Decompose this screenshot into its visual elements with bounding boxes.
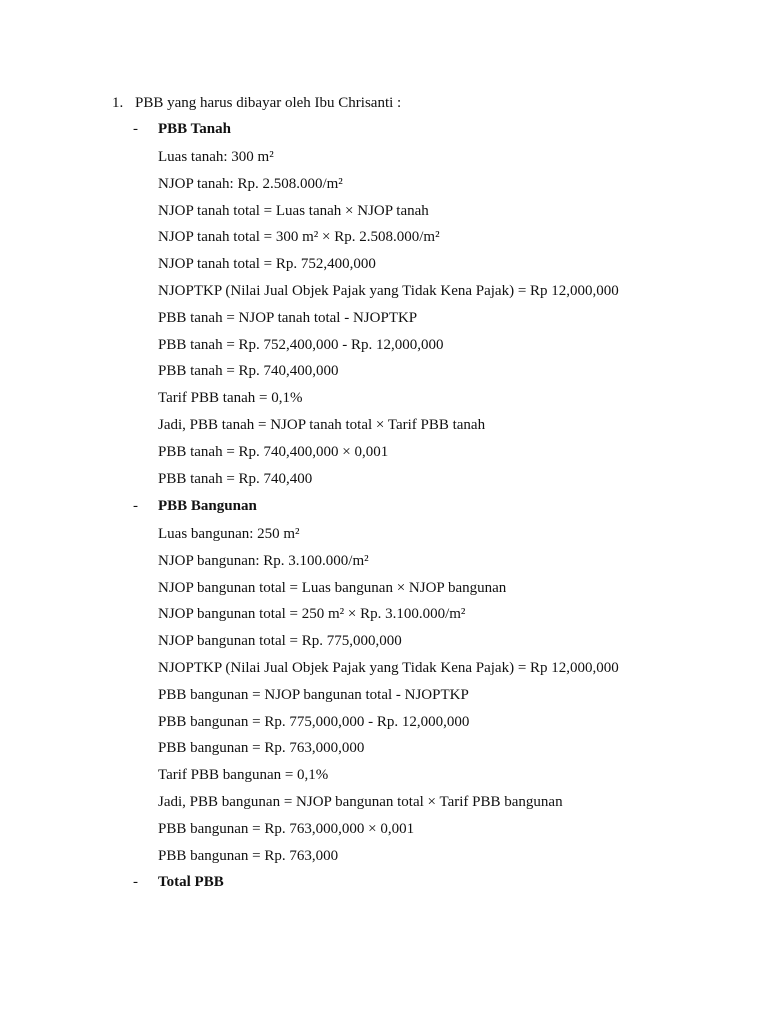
text-line: PBB bangunan = NJOP bangunan total - NJOPTKP xyxy=(158,686,469,703)
section-heading xyxy=(133,872,224,892)
text-line: PBB tanah = Rp. 740,400,000 × 0,001 xyxy=(158,443,389,460)
text-line: NJOP tanah total = 300 m² × Rp. 2.508.000/m² xyxy=(158,229,440,246)
text-line: PBB tanah = NJOP tanah total - NJOPTKP xyxy=(158,309,418,326)
text-line: Tarif PBB tanah = 0,1% xyxy=(158,390,303,407)
text-line: Jadi, PBB bangunan = NJOP bangunan total × Tarif PBB bangunan xyxy=(158,793,563,810)
section-title: PBB Tanah xyxy=(158,121,231,137)
text-line: PBB bangunan = Rp. 763,000 xyxy=(158,847,339,864)
text-line: NJOP tanah: Rp. 2.508.000/m² xyxy=(158,175,343,192)
bullet-dash: - xyxy=(133,121,138,137)
text-line: PBB tanah = Rp. 740,400,000 xyxy=(158,363,339,380)
text-line: NJOP tanah total = Luas tanah × NJOP tanah xyxy=(158,202,429,219)
section-pbb-tanah xyxy=(133,119,619,489)
text-line: NJOP bangunan total = 250 m² × Rp. 3.100.000/m² xyxy=(158,606,466,623)
section-title: PBB Bangunan xyxy=(158,498,257,514)
text-line: NJOP tanah total = Rp. 752,400,000 xyxy=(158,256,376,273)
text-line: Luas tanah: 300 m² xyxy=(158,149,274,165)
list-number: 1. xyxy=(112,95,124,111)
section-heading xyxy=(133,119,619,139)
section-lines xyxy=(158,524,619,866)
section-total-pbb xyxy=(133,872,224,892)
text-line: PBB bangunan = Rp. 775,000,000 - Rp. 12,000,000 xyxy=(158,713,470,730)
text-line: NJOP bangunan: Rp. 3.100.000/m² xyxy=(158,552,369,569)
bullet-dash: - xyxy=(133,498,138,514)
text-line: Tarif PBB bangunan = 0,1% xyxy=(158,767,329,784)
text-line: NJOP bangunan total = Rp. 775,000,000 xyxy=(158,633,402,650)
text-line: PBB tanah = Rp. 752,400,000 - Rp. 12,000,000 xyxy=(158,336,444,353)
text-line: PBB bangunan = Rp. 763,000,000 xyxy=(158,740,365,757)
section-lines xyxy=(158,147,619,489)
text-line: NJOPTKP (Nilai Jual Objek Pajak yang Tidak Kena Pajak) = Rp 12,000,000 xyxy=(158,282,619,299)
bullet-dash: - xyxy=(133,874,138,890)
text-line: PBB bangunan = Rp. 763,000,000 × 0,001 xyxy=(158,820,415,837)
text-line: PBB tanah = Rp. 740,400 xyxy=(158,470,313,487)
section-pbb-bangunan xyxy=(133,496,619,866)
section-heading xyxy=(133,496,619,516)
text-line: Luas bangunan: 250 m² xyxy=(158,526,300,542)
text-line: Jadi, PBB tanah = NJOP tanah total × Tarif PBB tanah xyxy=(158,416,486,433)
list-item-text: PBB yang harus dibayar oleh Ibu Chrisanti : xyxy=(135,95,402,111)
section-title: Total PBB xyxy=(158,874,224,890)
text-line: NJOPTKP (Nilai Jual Objek Pajak yang Tidak Kena Pajak) = Rp 12,000,000 xyxy=(158,659,619,676)
list-item-heading xyxy=(112,93,401,113)
text-line: NJOP bangunan total = Luas bangunan × NJOP bangunan xyxy=(158,579,507,596)
